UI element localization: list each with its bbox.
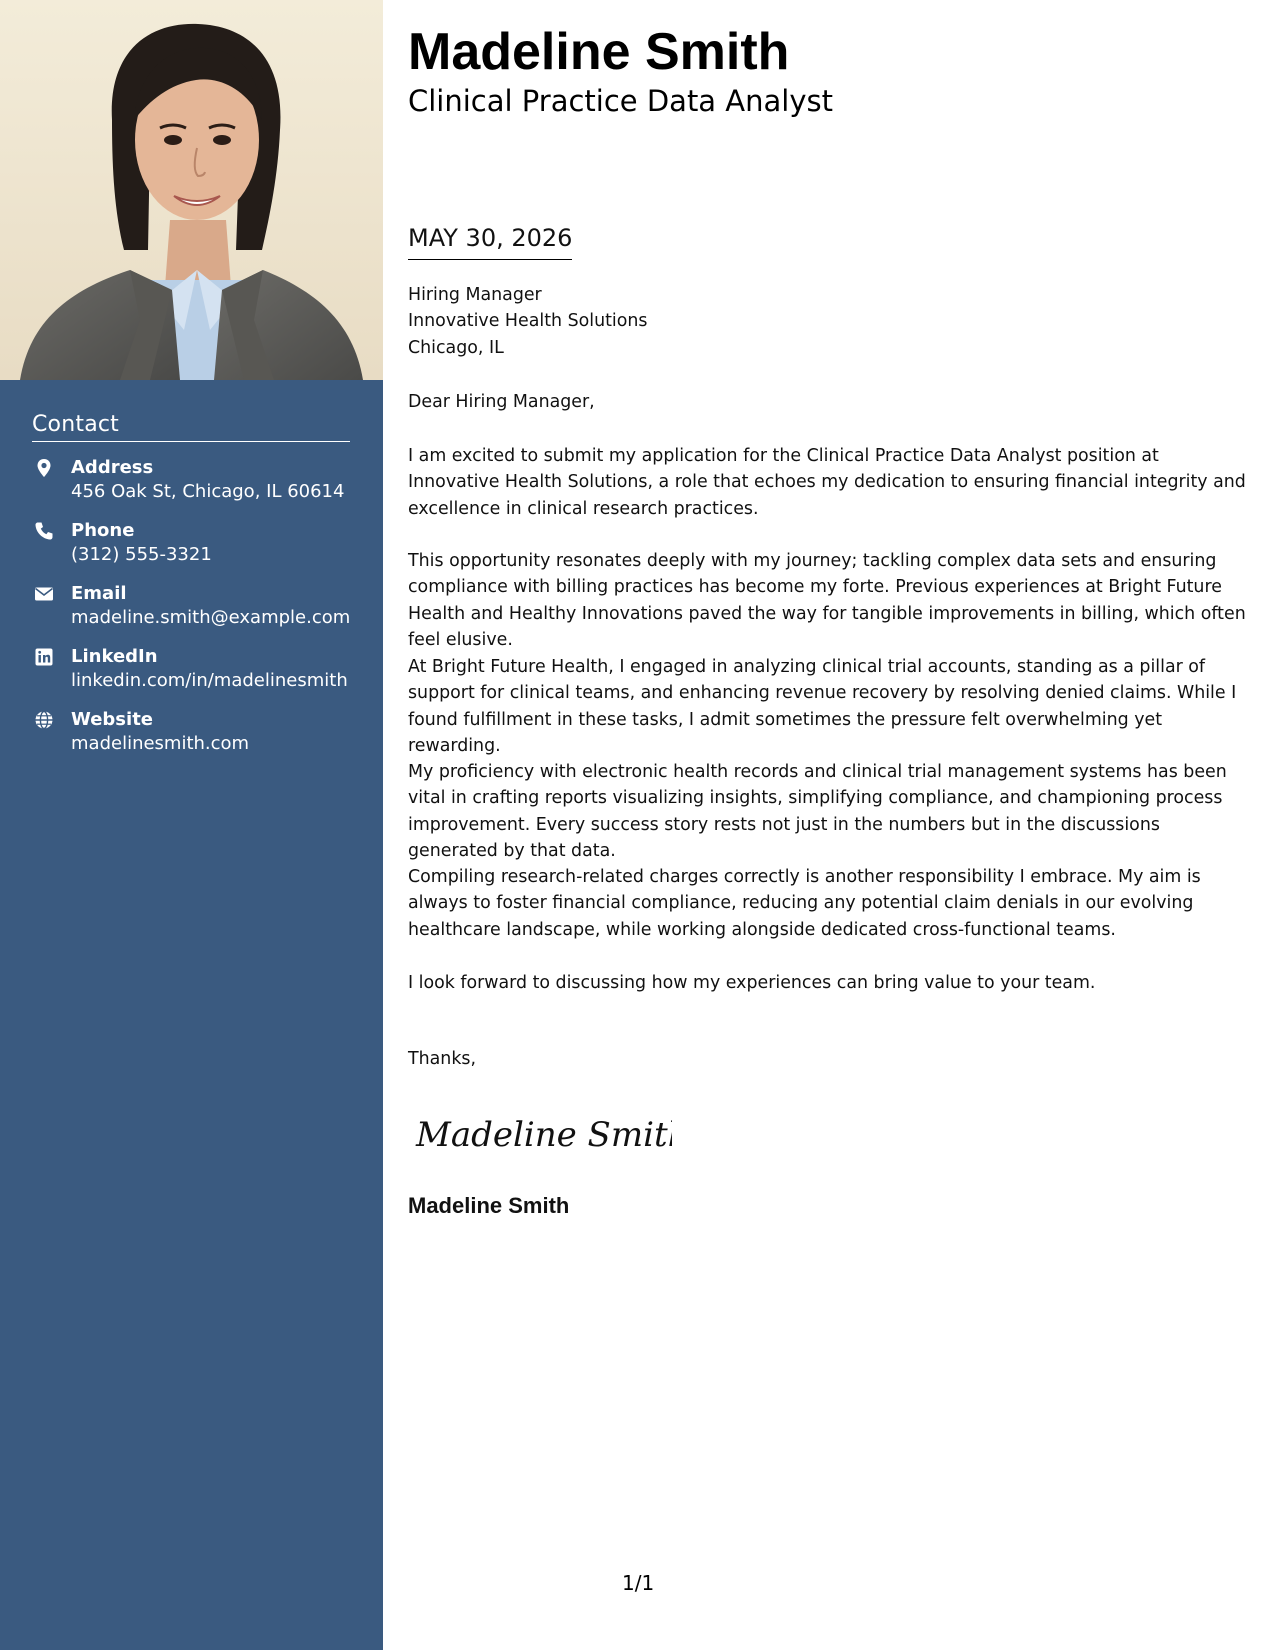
salutation: Dear Hiring Manager, <box>408 392 595 412</box>
letter-paragraph: At Bright Future Health, I engaged in analyzing clinical trial accounts, standing as a pillar of support for clinical teams, and enhancing revenue recovery by resolving denied claims. While I found fulfillment in these tasks, I admit sometimes the pressure felt overwhelming yet rewarding. <box>408 657 1237 756</box>
closing: Thanks, <box>408 1049 476 1069</box>
contact-heading: Contact <box>32 412 350 442</box>
job-title: Clinical Practice Data Analyst <box>408 84 833 118</box>
handwritten-signature <box>412 1102 672 1162</box>
website-value: madelinesmith.com <box>71 733 250 754</box>
letter-paragraph: I look forward to discussing how my experiences can bring value to your team. <box>408 973 1096 993</box>
sidebar <box>0 0 383 1650</box>
phone-icon <box>34 521 54 541</box>
recipient-block <box>408 282 1253 361</box>
recipient-line: Hiring Manager <box>408 285 542 305</box>
page-number: 1/1 <box>622 1571 655 1595</box>
phone-label: Phone <box>71 520 135 541</box>
email-label: Email <box>71 583 127 604</box>
letter-paragraph: My proficiency with electronic health records and clinical trial management systems has been vital in crafting reports visualizing insights, simplifying compliance, and championing process improvement. Every success story rests not just in the numbers but in the discussions generated by that data. <box>408 762 1227 861</box>
address-value: 456 Oak St, Chicago, IL 60614 <box>71 481 345 502</box>
profile-photo <box>0 0 383 380</box>
email-value: madeline.smith@example.com <box>71 607 351 628</box>
svg-text:Madeline Smith: Madeline Smith <box>416 1115 672 1155</box>
letter-paragraph: I am excited to submit my application for the Clinical Practice Data Analyst position at Innovative Health Solutions, a role that echoes my dedication to ensuring financial integrity and excellence in clinical research practices. <box>408 446 1246 519</box>
contact-section <box>32 412 350 771</box>
contact-item-phone <box>32 519 350 582</box>
phone-value: (312) 555-3321 <box>71 544 212 565</box>
location-pin-icon <box>34 458 54 478</box>
letter-paragraph: This opportunity resonates deeply with my journey; tackling complex data sets and ensuring compliance with billing practices has become my forte. Previous experiences at Bright Future Health and Healthy Innovations paved the way for tangible improvements in billing, which often feel elusive. <box>408 551 1246 650</box>
website-label: Website <box>71 709 154 730</box>
linkedin-icon <box>34 647 54 667</box>
globe-icon <box>34 710 54 730</box>
contact-item-linkedin <box>32 645 350 708</box>
applicant-name: Madeline Smith <box>408 23 790 81</box>
signer-name: Madeline Smith <box>408 1193 570 1218</box>
letter-date: MAY 30, 2026 <box>408 222 572 260</box>
envelope-icon <box>34 584 54 604</box>
letter-paragraph: Compiling research-related charges correctly is another responsibility I embrace. My aim is always to foster financial compliance, reducing any potential claim denials in our evolving healthcare landscape, while working alongside dedicated cross-functional teams. <box>408 867 1201 940</box>
linkedin-value: linkedin.com/in/madelinesmith <box>71 670 348 691</box>
contact-item-email <box>32 582 350 645</box>
recipient-line: Innovative Health Solutions <box>408 311 648 332</box>
linkedin-label: LinkedIn <box>71 646 158 667</box>
address-label: Address <box>71 457 154 478</box>
contact-item-website <box>32 708 350 771</box>
recipient-line: Chicago, IL <box>408 337 504 358</box>
contact-item-address <box>32 456 350 519</box>
